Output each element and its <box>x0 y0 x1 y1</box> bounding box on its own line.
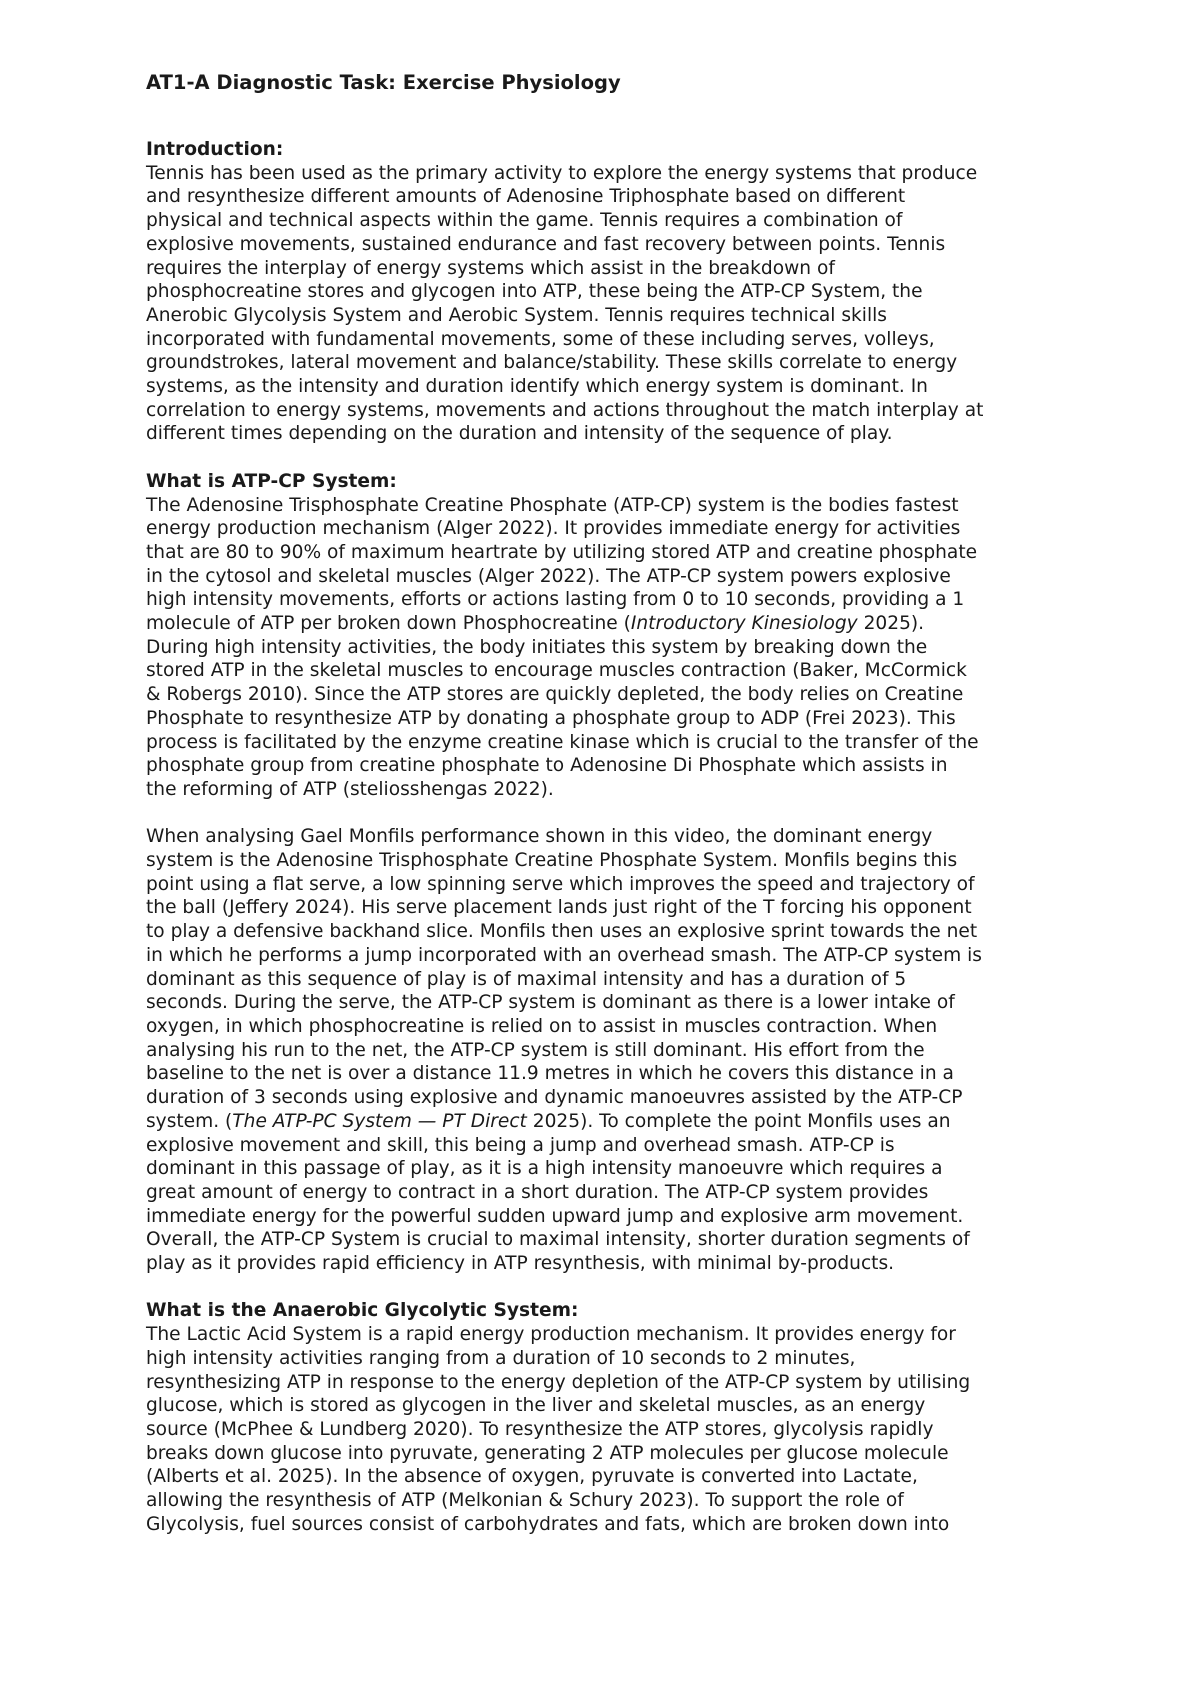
text-line: When analysing Gael Monfils performance shown in this video, the dominant energy <box>146 826 933 848</box>
text-line: (Alberts et al. 2025). In the absence of oxygen, pyruvate is converted into Lactate, <box>146 1466 918 1488</box>
text-line: analysing his run to the net, the ATP-CP system is still dominant. His effort from the <box>146 1039 925 1061</box>
italic-citation: The ATP-PC System — PT Direct <box>232 1110 527 1132</box>
paragraph-atp-cp <box>146 494 1076 802</box>
text-line: Glycolysis, fuel sources consist of carbohydrates and fats, which are broken down into <box>146 1513 950 1535</box>
text-line: Overall, the ATP-CP System is crucial to maximal intensity, shorter duration segments of <box>146 1229 970 1251</box>
text-line: glucose, which is stored as glycogen in the liver and skeletal muscles, as an energy <box>146 1395 926 1417</box>
text-line: high intensity activities ranging from a duration of 10 seconds to 2 minutes, <box>146 1347 856 1369</box>
text-line: that are 80 to 90% of maximum heartrate by utilizing stored ATP and creatine phosphate <box>146 541 978 563</box>
text-line: oxygen, in which phosphocreatine is relied on to assist in muscles contraction. When <box>146 1015 938 1037</box>
text-line: groundstrokes, lateral movement and balance/stability. These skills correlate to energy <box>146 352 958 374</box>
text-line: phosphocreatine stores and glycogen into ATP, these being the ATP-CP System, the <box>146 281 923 303</box>
section-heading-anaerobic-glycolytic: What is the Anaerobic Glycolytic System: <box>146 1300 579 1322</box>
text-line: source (McPhee & Lundberg 2020). To resynthesize the ATP stores, glycolysis rapidly <box>146 1418 934 1440</box>
text-line: dominant as this sequence of play is of maximal intensity and has a duration of 5 <box>146 968 907 990</box>
text-line: in which he performs a jump incorporated with an overhead smash. The ATP-CP system is <box>146 944 982 966</box>
text-line: explosive movement and skill, this being a jump and overhead smash. ATP-CP is <box>146 1134 895 1156</box>
text-line: breaks down glucose into pyruvate, generating 2 ATP molecules per glucose molecule <box>146 1442 949 1464</box>
text-line: phosphate group from creatine phosphate to Adenosine Di Phosphate which assists in <box>146 755 948 777</box>
italic-citation: Introductory Kinesiology <box>630 613 858 635</box>
text-segment: 2025). To complete the point Monfils uses an <box>526 1110 951 1132</box>
text-line: systems, as the intensity and duration identify which energy system is dominant. In <box>146 376 928 398</box>
text-line-with-citation <box>146 612 1076 636</box>
text-line: allowing the resynthesis of ATP (Melkonian & Schury 2023). To support the role of <box>146 1490 904 1512</box>
text-segment: system. ( <box>146 1110 233 1132</box>
text-line: play as it provides rapid efficiency in ATP resynthesis, with minimal by-products. <box>146 1253 895 1275</box>
text-line: system is the Adenosine Trisphosphate Creatine Phosphate System. Monfils begins this <box>146 850 958 872</box>
text-line: great amount of energy to contract in a short duration. The ATP-CP system provides <box>146 1181 929 1203</box>
text-line: Anerobic Glycolysis System and Aerobic System. Tennis requires technical skills <box>146 304 887 326</box>
text-line: physical and technical aspects within the game. Tennis requires a combination of <box>146 210 903 232</box>
text-line: different times depending on the duration and intensity of the sequence of play. <box>146 423 893 445</box>
text-line: During high intensity activities, the body initiates this system by breaking down the <box>146 636 928 658</box>
text-line: stored ATP in the skeletal muscles to encourage muscles contraction (Baker, McCormick <box>146 660 967 682</box>
text-line: The Adenosine Trisphosphate Creatine Phosphate (ATP-CP) system is the bodies fastest <box>146 494 959 516</box>
text-line: immediate energy for the powerful sudden upward jump and explosive arm movement. <box>146 1205 964 1227</box>
text-line: process is facilitated by the enzyme creatine kinase which is crucial to the transfer of the <box>146 731 979 753</box>
text-segment: molecule of ATP per broken down Phosphocreatine ( <box>146 613 631 635</box>
paragraph-introduction <box>146 162 1076 446</box>
text-line: Phosphate to resynthesize ATP by donating a phosphate group to ADP (Frei 2023). This <box>146 707 956 729</box>
document-title: AT1-A Diagnostic Task: Exercise Physiology <box>146 71 621 94</box>
paragraph-monfils-analysis <box>146 825 1076 1275</box>
text-line: baseline to the net is over a distance 11.9 metres in which he covers this distance in a <box>146 1063 954 1085</box>
text-line: seconds. During the serve, the ATP-CP system is dominant as there is a lower intake of <box>146 992 955 1014</box>
text-line: & Robergs 2010). Since the ATP stores are quickly depleted, the body relies on Creatine <box>146 684 964 706</box>
text-line: incorporated with fundamental movements, some of these including serves, volleys, <box>146 328 935 350</box>
text-line: the reforming of ATP (steliosshengas 2022). <box>146 778 554 800</box>
text-line: resynthesizing ATP in response to the energy depletion of the ATP-CP system by utilising <box>146 1371 971 1393</box>
text-line: energy production mechanism (Alger 2022). It provides immediate energy for activities <box>146 518 961 540</box>
text-line: correlation to energy systems, movements and actions throughout the match interplay at <box>146 399 984 421</box>
text-line: the ball (Jeffery 2024). His serve placement lands just right of the T forcing his opponent <box>146 897 972 919</box>
text-line: Tennis has been used as the primary activity to explore the energy systems that produce <box>146 162 978 184</box>
text-line: The Lactic Acid System is a rapid energy production mechanism. It provides energy for <box>146 1324 956 1346</box>
document-body <box>146 70 1076 1536</box>
section-heading-introduction: Introduction: <box>146 139 284 160</box>
text-line: duration of 3 seconds using explosive and dynamic manoeuvres assisted by the ATP-CP <box>146 1087 963 1109</box>
paragraph-anaerobic-glycolytic <box>146 1323 1076 1536</box>
section-heading-atp-cp: What is ATP-CP System: <box>146 470 397 492</box>
text-line: explosive movements, sustained endurance and fast recovery between points. Tennis <box>146 233 946 255</box>
text-segment: 2025). <box>857 613 925 635</box>
text-line: requires the interplay of energy systems which assist in the breakdown of <box>146 257 835 279</box>
text-line: to play a defensive backhand slice. Monfils then uses an explosive sprint towards the net <box>146 921 978 943</box>
text-line: dominant in this passage of play, as it is a high intensity manoeuvre which requires a <box>146 1158 943 1180</box>
text-line: and resynthesize different amounts of Adenosine Triphosphate based on different <box>146 186 906 208</box>
text-line: high intensity movements, efforts or actions lasting from 0 to 10 seconds, providing a 1 <box>146 589 965 611</box>
text-line: in the cytosol and skeletal muscles (Alger 2022). The ATP-CP system powers explosive <box>146 565 951 587</box>
text-line-with-citation <box>146 1110 1076 1134</box>
text-line: point using a flat serve, a low spinning serve which improves the speed and trajectory of <box>146 873 975 895</box>
